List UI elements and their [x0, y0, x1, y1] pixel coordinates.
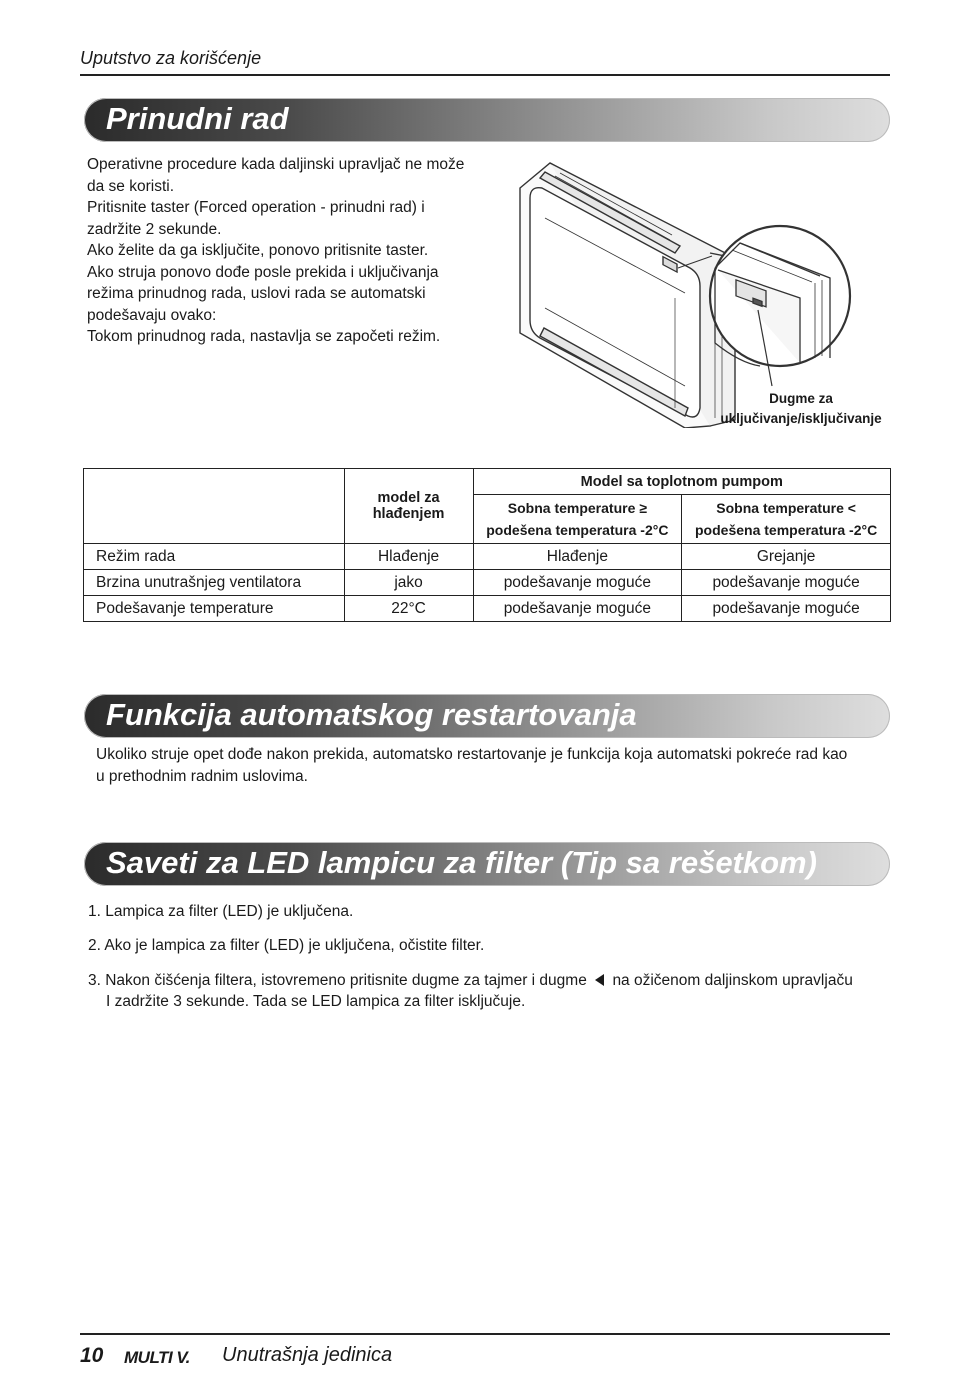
auto-restart-text	[96, 744, 896, 787]
text-line: u prethodnim radnim uslovima.	[96, 767, 308, 785]
page-number: 10	[80, 1344, 104, 1367]
row-label: Brzina unutrašnjeg ventilatora	[84, 570, 345, 596]
cell-heatpump-lt: podešavanje moguće	[682, 570, 891, 596]
left-arrow-icon	[595, 974, 604, 986]
list-item-text: I zadržite 3 sekunde. Tada se LED lampica za filter isključuje.	[106, 993, 526, 1010]
text-line: Pritisnite taster (Forced operation - prinudni rad) i	[87, 199, 425, 216]
section-banner-forced-operation	[84, 98, 890, 142]
footer-title: Unutrašnja jedinica	[222, 1344, 393, 1366]
table-row	[84, 570, 891, 596]
section-title: Saveti za LED lampicu za filter (Tip sa rešetkom)	[106, 845, 817, 880]
list-item: 1. Lampica za filter (LED) je uključena.	[88, 903, 354, 920]
subheader-room-lt: Sobna temperature < podešena temperatura -2°C	[682, 495, 891, 544]
caption-line: Dugme za	[769, 391, 833, 406]
text-line: zadržite 2 sekunde.	[87, 220, 222, 238]
subheader-room-ge: Sobna temperature ≥ podešena temperatura -2°C	[473, 495, 682, 544]
running-header: Uputstvo za korišćenje	[80, 48, 262, 68]
row-label: Podešavanje temperature	[84, 596, 345, 622]
list-item-text: 3. Nakon čišćenja filtera, istovremeno pritisnite dugme za tajmer i dugme	[88, 972, 587, 989]
cell-cooling: 22°C	[344, 596, 473, 622]
list-item: 2. Ako je lampica za filter (LED) je uključena, očistite filter.	[88, 937, 485, 954]
forced-operation-table	[83, 468, 891, 622]
empty-header-cell	[84, 469, 345, 544]
cell-heatpump-lt: podešavanje moguće	[682, 596, 891, 622]
section-banner-filter-led	[84, 842, 890, 886]
caption-line: uključivanje/isključivanje	[720, 411, 882, 426]
list-item	[88, 970, 890, 1012]
cell-heatpump-ge: Hlađenje	[473, 544, 682, 570]
text-line: Tokom prinudnog rada, nastavlja se započeti režim.	[87, 328, 441, 345]
forced-operation-text	[87, 154, 507, 348]
table-row	[84, 596, 891, 622]
multi-v-logo: MULTI V.	[124, 1348, 190, 1367]
text-line: Operativne procedure kada daljinski upravljač ne može	[87, 156, 465, 173]
cell-heatpump-ge: podešavanje moguće	[473, 596, 682, 622]
text-line: Ako želite da ga isključite, ponovo pritisnite taster.	[87, 242, 429, 259]
button-caption	[710, 389, 892, 429]
cell-cooling: Hlađenje	[344, 544, 473, 570]
table-row	[84, 544, 891, 570]
text-line: Ukoliko struje opet dođe nakon prekida, automatsko restartovanje je funkcija koja automatski pokreće rad kao	[96, 746, 848, 763]
header-cooling-model: model za hlađenjem	[344, 469, 473, 544]
text-line: režima prinudnog rada, uslovi rada se automatski	[87, 285, 426, 302]
list-item-text: na ožičenom daljinskom upravljaču	[612, 972, 853, 989]
cell-heatpump-ge: podešavanje moguće	[473, 570, 682, 596]
header-heatpump-model: Model sa toplotnom pumpom	[473, 469, 891, 495]
cell-heatpump-lt: Grejanje	[682, 544, 891, 570]
indoor-unit-illustration	[500, 158, 860, 428]
section-banner-auto-restart	[84, 694, 890, 738]
cell-cooling: jako	[344, 570, 473, 596]
footer-rule	[80, 1333, 890, 1335]
header-rule	[80, 74, 890, 76]
text-line: da se koristi.	[87, 177, 175, 195]
row-label: Režim rada	[84, 544, 345, 570]
text-line: Ako struja ponovo dođe posle prekida i uključivanja	[87, 263, 439, 281]
section-title: Funkcija automatskog restartovanja	[106, 697, 637, 732]
section-title: Prinudni rad	[106, 101, 289, 136]
text-line: podešavaju ovako:	[87, 306, 217, 324]
